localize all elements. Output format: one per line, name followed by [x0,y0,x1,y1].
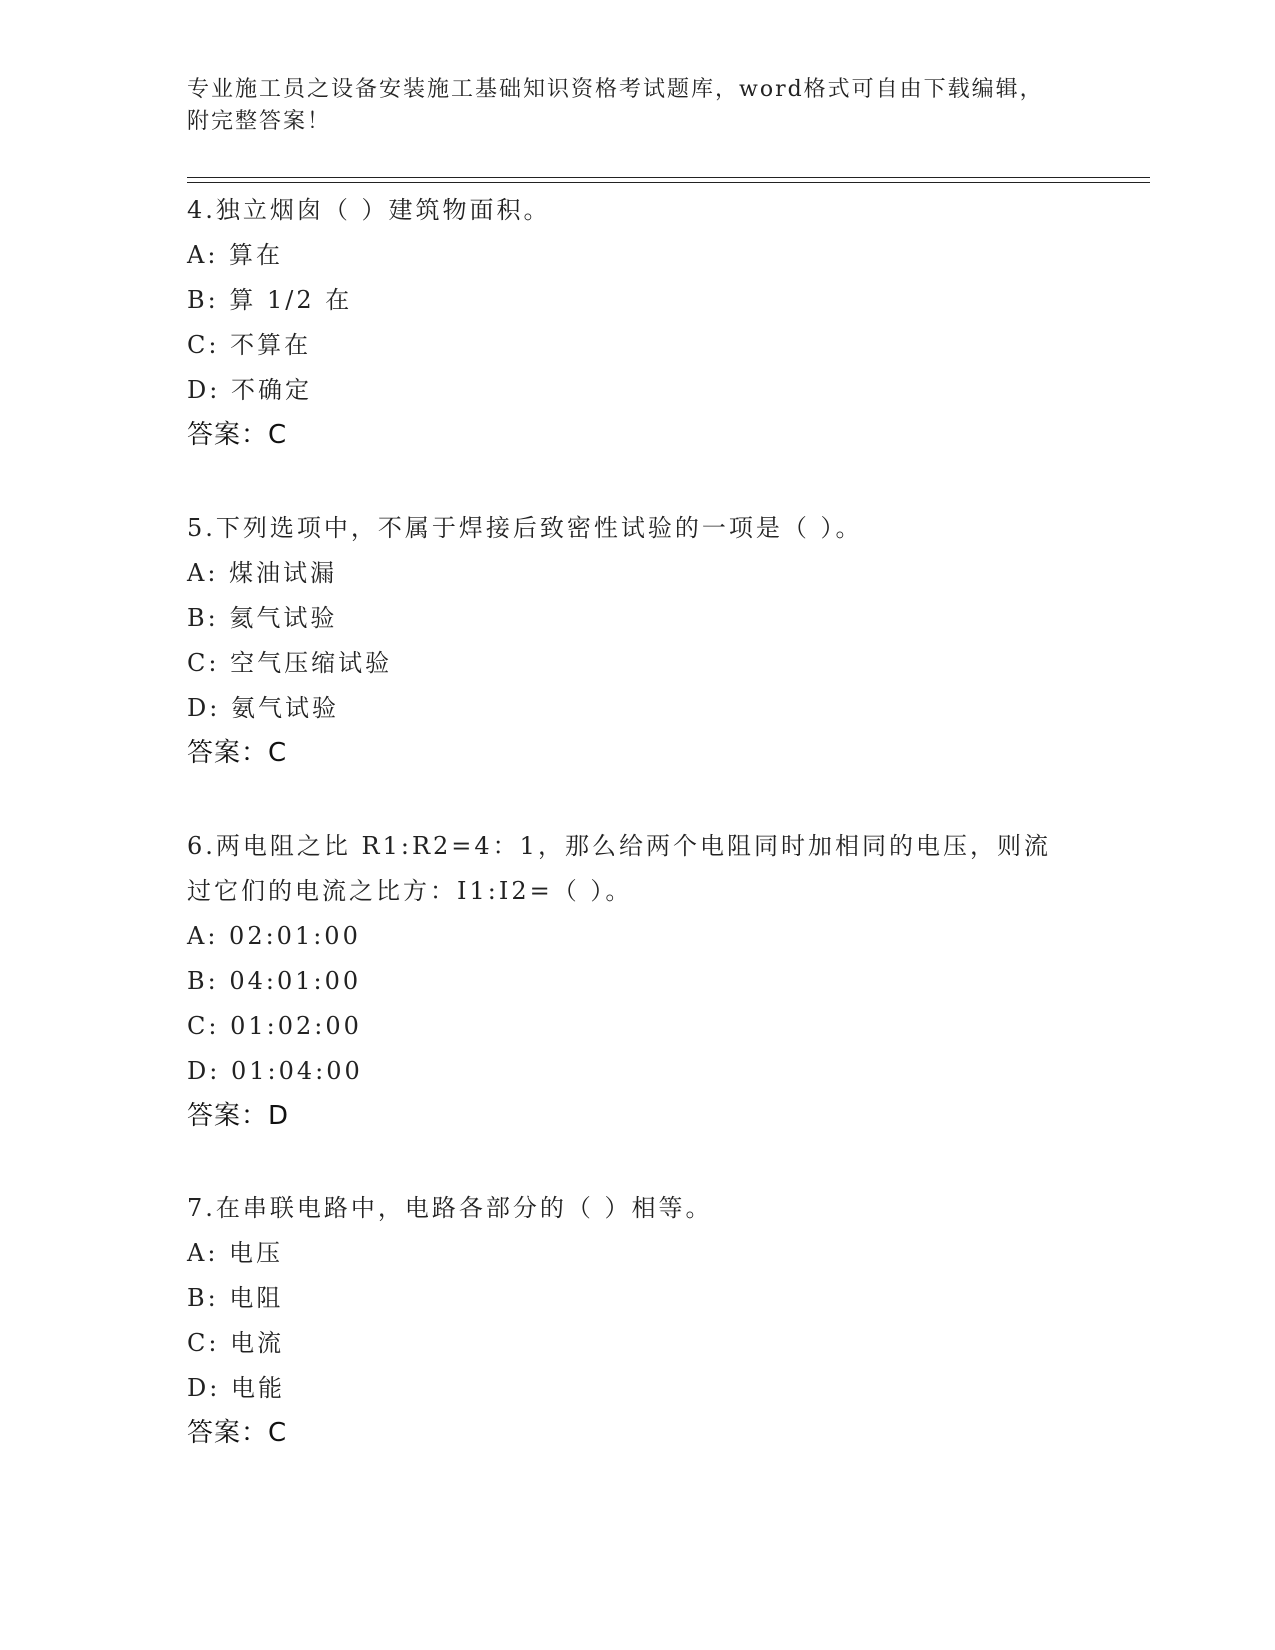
option-c: C: 空气压缩试验 [187,649,393,677]
header-divider-bottom [187,182,1150,183]
option-c: C: 01:02:00 [187,1012,362,1040]
answer: 答案：D [187,1101,290,1131]
option-d: D: 不确定 [187,376,312,404]
option-b: B: 氦气试验 [187,604,338,632]
option-c: C: 电流 [187,1329,285,1357]
header-divider-top [187,177,1150,178]
question-5 [187,506,1087,776]
option-a: A: 煤油试漏 [187,559,338,587]
question-stem: 4.独立烟囱（ ）建筑物面积。 [187,196,551,224]
option-b: B: 04:01:00 [187,967,362,995]
answer: 答案：C [187,1418,288,1448]
option-d: D: 氨气试验 [187,694,339,722]
answer: 答案：C [187,738,288,768]
question-stem: 5.下列选项中，不属于焊接后致密性试验的一项是（ ）。 [187,514,863,542]
answer: 答案：C [187,420,288,450]
question-stem-line-1: 6.两电阻之比 R1:R2=4：1，那么给两个电阻同时加相同的电压，则流 [187,832,1051,860]
question-stem: 7.在串联电路中，电路各部分的（ ）相等。 [187,1194,713,1222]
option-d: D: 电能 [187,1374,285,1402]
option-c: C: 不算在 [187,331,312,359]
option-b: B: 算 1/2 在 [187,286,353,314]
header-line-2: 附完整答案！ [187,109,332,134]
question-4 [187,188,1087,458]
option-d: D: 01:04:00 [187,1057,363,1085]
option-b: B: 电阻 [187,1284,284,1312]
option-a: A: 算在 [187,241,284,269]
question-7 [187,1186,1087,1456]
option-a: A: 02:01:00 [187,922,361,950]
question-stem-line-2: 过它们的电流之比方：I1:I2=（ ）。 [187,877,633,905]
option-a: A: 电压 [187,1239,284,1267]
header-line-1: 专业施工员之设备安装施工基础知识资格考试题库，word格式可自由下载编辑， [187,77,1044,102]
question-6 [187,824,1087,1139]
document-header [187,74,1087,138]
